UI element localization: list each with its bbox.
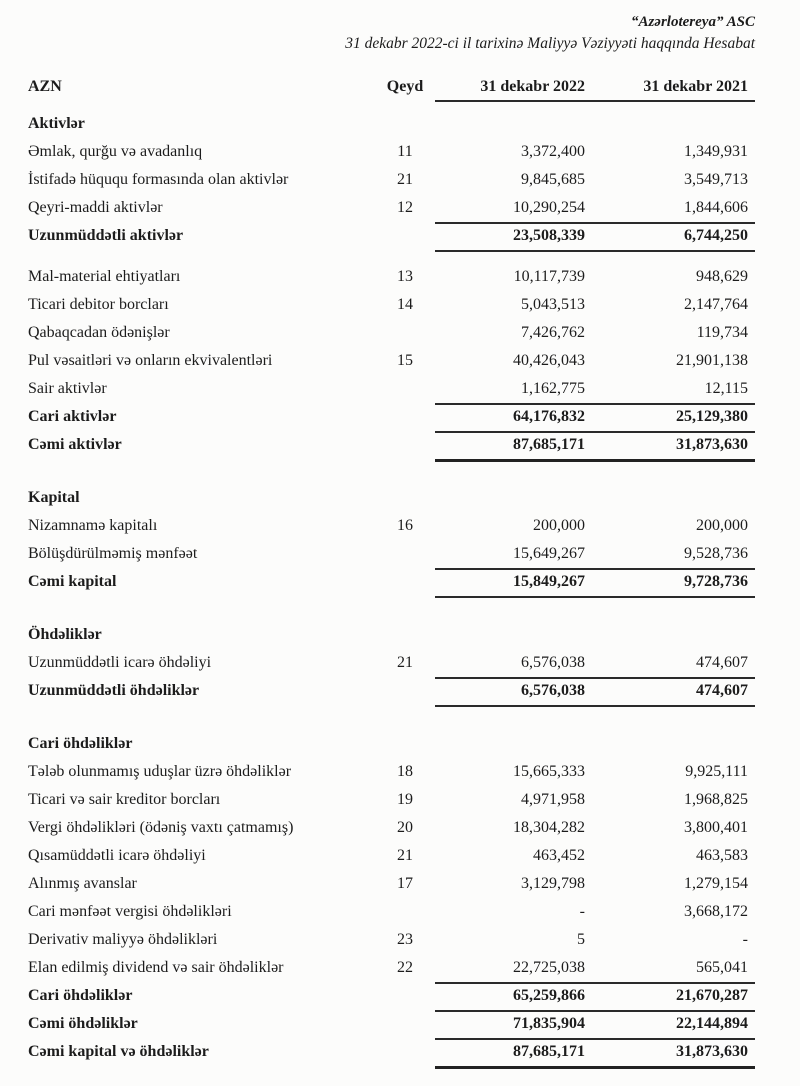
table-row bbox=[28, 375, 755, 403]
row-label: Bölüşdürülməmiş mənfəət bbox=[28, 545, 198, 562]
value-2022: 40,426,043 bbox=[513, 352, 585, 369]
row-label: İstifadə hüququ formasında olan aktivlər bbox=[28, 171, 289, 188]
value-2021: 1,279,154 bbox=[684, 875, 748, 892]
value-cells bbox=[435, 431, 755, 462]
note-cell: 21 bbox=[397, 171, 413, 188]
row-label: Cəmi aktivlər bbox=[28, 436, 122, 453]
value-cells bbox=[435, 375, 755, 405]
note-cell: 15 bbox=[397, 352, 413, 369]
value-cells bbox=[435, 291, 755, 319]
value-cells bbox=[435, 1038, 755, 1069]
value-cells bbox=[435, 263, 755, 291]
value-cells bbox=[435, 898, 755, 926]
value-cells bbox=[435, 403, 755, 433]
row-label: Nizamnamə kapitalı bbox=[28, 517, 158, 534]
row-label: Qeyri-maddi aktivlər bbox=[28, 199, 163, 216]
note-cell: 14 bbox=[397, 296, 413, 313]
table-row bbox=[28, 194, 755, 222]
table-row bbox=[28, 512, 755, 540]
value-2022: 15,665,333 bbox=[513, 763, 585, 780]
value-2022: 87,685,171 bbox=[513, 436, 585, 453]
row-label: Uzunmüddətli öhdəliklər bbox=[28, 682, 200, 699]
value-2022: 4,971,958 bbox=[521, 791, 585, 808]
table-row bbox=[28, 319, 755, 347]
value-2021: 463,583 bbox=[696, 847, 748, 864]
value-2022: 71,835,904 bbox=[513, 1015, 585, 1032]
note-cell: 17 bbox=[397, 875, 413, 892]
document-header bbox=[28, 12, 755, 54]
row-spacer bbox=[28, 705, 755, 730]
section-header-row bbox=[28, 484, 755, 512]
value-2021: 31,873,630 bbox=[676, 436, 748, 453]
value-2022: 200,000 bbox=[533, 517, 585, 534]
row-label: Kapital bbox=[28, 489, 80, 506]
table-row bbox=[28, 347, 755, 375]
section-header-row bbox=[28, 110, 755, 138]
value-2022: 3,372,400 bbox=[521, 143, 585, 160]
value-cells bbox=[435, 677, 755, 707]
report-title: 31 dekabr 2022-ci il tarixinə Maliyyə Vəziyyəti haqqında Hesabat bbox=[345, 35, 755, 52]
value-cells bbox=[435, 319, 755, 347]
table-row bbox=[28, 1010, 755, 1038]
value-2022: 6,576,038 bbox=[521, 682, 585, 699]
value-cells bbox=[435, 926, 755, 954]
row-label: Ticari debitor borcları bbox=[28, 296, 169, 313]
row-label: Alınmış avanslar bbox=[28, 875, 137, 892]
table-row bbox=[28, 431, 755, 459]
section-header-row bbox=[28, 621, 755, 649]
note-cell: 23 bbox=[397, 931, 413, 948]
value-2021: 948,629 bbox=[696, 268, 748, 285]
value-cells bbox=[435, 982, 755, 1012]
table-row bbox=[28, 568, 755, 596]
value-2021: 565,041 bbox=[696, 959, 748, 976]
value-cells bbox=[435, 512, 755, 540]
note-cell: 22 bbox=[397, 959, 413, 976]
value-2022: - bbox=[579, 903, 585, 920]
table-row bbox=[28, 649, 755, 677]
currency-header: AZN bbox=[28, 78, 62, 95]
value-2022: 6,576,038 bbox=[521, 654, 585, 671]
value-cells bbox=[435, 194, 755, 224]
table-row bbox=[28, 138, 755, 166]
value-2022: 1,162,775 bbox=[521, 380, 585, 397]
value-2022: 15,649,267 bbox=[513, 545, 585, 562]
row-label: Cari mənfəət vergisi öhdəlikləri bbox=[28, 903, 232, 920]
row-label: Cəmi kapital və öhdəliklər bbox=[28, 1043, 209, 1060]
table-row bbox=[28, 1038, 755, 1066]
row-label: Uzunmüddətli icarə öhdəliyi bbox=[28, 654, 212, 671]
row-label: Qısamüddətli icarə öhdəliyi bbox=[28, 847, 206, 864]
row-label: Öhdəliklər bbox=[28, 626, 102, 643]
value-2021: 3,668,172 bbox=[684, 903, 748, 920]
table-row bbox=[28, 166, 755, 194]
note-column-header: Qeyd bbox=[386, 78, 424, 95]
value-2021: 1,349,931 bbox=[684, 143, 748, 160]
note-cell: 13 bbox=[397, 268, 413, 285]
row-label: Uzunmüddətli aktivlər bbox=[28, 227, 184, 244]
column-header-2021: 31 dekabr 2021 bbox=[643, 78, 748, 95]
value-cells bbox=[435, 166, 755, 194]
section-header-row bbox=[28, 730, 755, 758]
value-2021: 3,549,713 bbox=[684, 171, 748, 188]
value-2022: 3,129,798 bbox=[521, 875, 585, 892]
table-row bbox=[28, 677, 755, 705]
value-2022: 463,452 bbox=[533, 847, 585, 864]
table-row bbox=[28, 540, 755, 568]
value-2022: 18,304,282 bbox=[513, 819, 585, 836]
row-label: Tələb olunmamış uduşlar üzrə öhdəliklər bbox=[28, 763, 292, 780]
value-2021: 1,968,825 bbox=[684, 791, 748, 808]
value-2021: 1,844,606 bbox=[684, 199, 748, 216]
column-header-2022: 31 dekabr 2022 bbox=[480, 78, 585, 95]
value-cells bbox=[435, 758, 755, 786]
table-row bbox=[28, 926, 755, 954]
row-spacer bbox=[28, 459, 755, 484]
row-label: Cari öhdəliklər bbox=[28, 735, 133, 752]
row-label: Derivativ maliyyə öhdəlikləri bbox=[28, 931, 218, 948]
note-cell: 20 bbox=[397, 819, 413, 836]
value-cells bbox=[435, 347, 755, 375]
value-2021: 31,873,630 bbox=[676, 1043, 748, 1060]
value-2022: 22,725,038 bbox=[513, 959, 585, 976]
value-2021: 21,670,287 bbox=[676, 987, 748, 1004]
note-cell: 16 bbox=[397, 517, 413, 534]
value-2022: 15,849,267 bbox=[513, 573, 585, 590]
table-row bbox=[28, 222, 755, 250]
value-2022: 10,290,254 bbox=[513, 199, 585, 216]
table-row bbox=[28, 898, 755, 926]
value-column-headers bbox=[435, 78, 755, 102]
balance-sheet-table bbox=[28, 110, 755, 1066]
note-cell: 18 bbox=[397, 763, 413, 780]
note-cell: 11 bbox=[397, 143, 413, 160]
value-2022: 7,426,762 bbox=[521, 324, 585, 341]
value-2021: 9,728,736 bbox=[684, 573, 748, 590]
table-row bbox=[28, 842, 755, 870]
note-cell: 19 bbox=[397, 791, 413, 808]
table-row bbox=[28, 982, 755, 1010]
value-2022: 87,685,171 bbox=[513, 1043, 585, 1060]
row-label: Pul vəsaitləri və onların ekvivalentləri bbox=[28, 352, 273, 369]
table-row bbox=[28, 403, 755, 431]
value-2021: 22,144,894 bbox=[676, 1015, 748, 1032]
value-2021: 9,925,111 bbox=[685, 763, 748, 780]
note-cell: 12 bbox=[397, 199, 413, 216]
note-cell: 21 bbox=[397, 847, 413, 864]
table-row bbox=[28, 758, 755, 786]
value-2022: 9,845,685 bbox=[521, 171, 585, 188]
value-cells bbox=[435, 1010, 755, 1040]
value-2022: 65,259,866 bbox=[513, 987, 585, 1004]
note-cell: 21 bbox=[397, 654, 413, 671]
row-label: Əmlak, qurğu və avadanlıq bbox=[28, 143, 203, 160]
value-2021: 2,147,764 bbox=[684, 296, 748, 313]
row-label: Ticari və sair kreditor borcları bbox=[28, 791, 221, 808]
value-2021: 119,734 bbox=[696, 324, 748, 341]
value-cells bbox=[435, 222, 755, 252]
row-label: Sair aktivlər bbox=[28, 380, 107, 397]
value-cells bbox=[435, 138, 755, 166]
row-label: Elan edilmiş dividend və sair öhdəliklər bbox=[28, 959, 284, 976]
row-label: Aktivlər bbox=[28, 115, 85, 132]
value-2021: 9,528,736 bbox=[684, 545, 748, 562]
row-label: Cari aktivlər bbox=[28, 408, 117, 425]
row-label: Qabaqcadan ödənişlər bbox=[28, 324, 170, 341]
value-2021: 474,607 bbox=[696, 682, 748, 699]
table-row bbox=[28, 954, 755, 982]
value-2022: 64,176,832 bbox=[513, 408, 585, 425]
table-row bbox=[28, 291, 755, 319]
row-label: Cari öhdəliklər bbox=[28, 987, 133, 1004]
table-row bbox=[28, 263, 755, 291]
value-2021: 12,115 bbox=[704, 380, 748, 397]
value-2021: 25,129,380 bbox=[676, 408, 748, 425]
value-cells bbox=[435, 814, 755, 842]
company-name: “Azərlotereya” ASC bbox=[630, 14, 755, 30]
row-spacer bbox=[28, 596, 755, 621]
table-row bbox=[28, 814, 755, 842]
value-2022: 23,508,339 bbox=[513, 227, 585, 244]
value-cells bbox=[435, 540, 755, 570]
value-2021: 200,000 bbox=[696, 517, 748, 534]
value-2022: 5 bbox=[577, 931, 585, 948]
value-2021: 3,800,401 bbox=[684, 819, 748, 836]
value-cells bbox=[435, 786, 755, 814]
value-2021: 474,607 bbox=[696, 654, 748, 671]
table-row bbox=[28, 786, 755, 814]
value-2022: 10,117,739 bbox=[513, 268, 585, 285]
value-cells bbox=[435, 649, 755, 679]
value-2022: 5,043,513 bbox=[521, 296, 585, 313]
row-label: Vergi öhdəlikləri (ödəniş vaxtı çatmamış) bbox=[28, 819, 294, 836]
row-label: Cəmi kapital bbox=[28, 573, 117, 590]
value-2021: 6,744,250 bbox=[684, 227, 748, 244]
value-cells bbox=[435, 954, 755, 984]
row-label: Mal-material ehtiyatları bbox=[28, 268, 181, 285]
value-2021: 21,901,138 bbox=[676, 352, 748, 369]
table-row bbox=[28, 870, 755, 898]
value-cells bbox=[435, 842, 755, 870]
table-column-header bbox=[28, 78, 755, 102]
value-2021: - bbox=[742, 931, 748, 948]
value-cells bbox=[435, 870, 755, 898]
row-label: Cəmi öhdəliklər bbox=[28, 1015, 138, 1032]
value-cells bbox=[435, 568, 755, 598]
